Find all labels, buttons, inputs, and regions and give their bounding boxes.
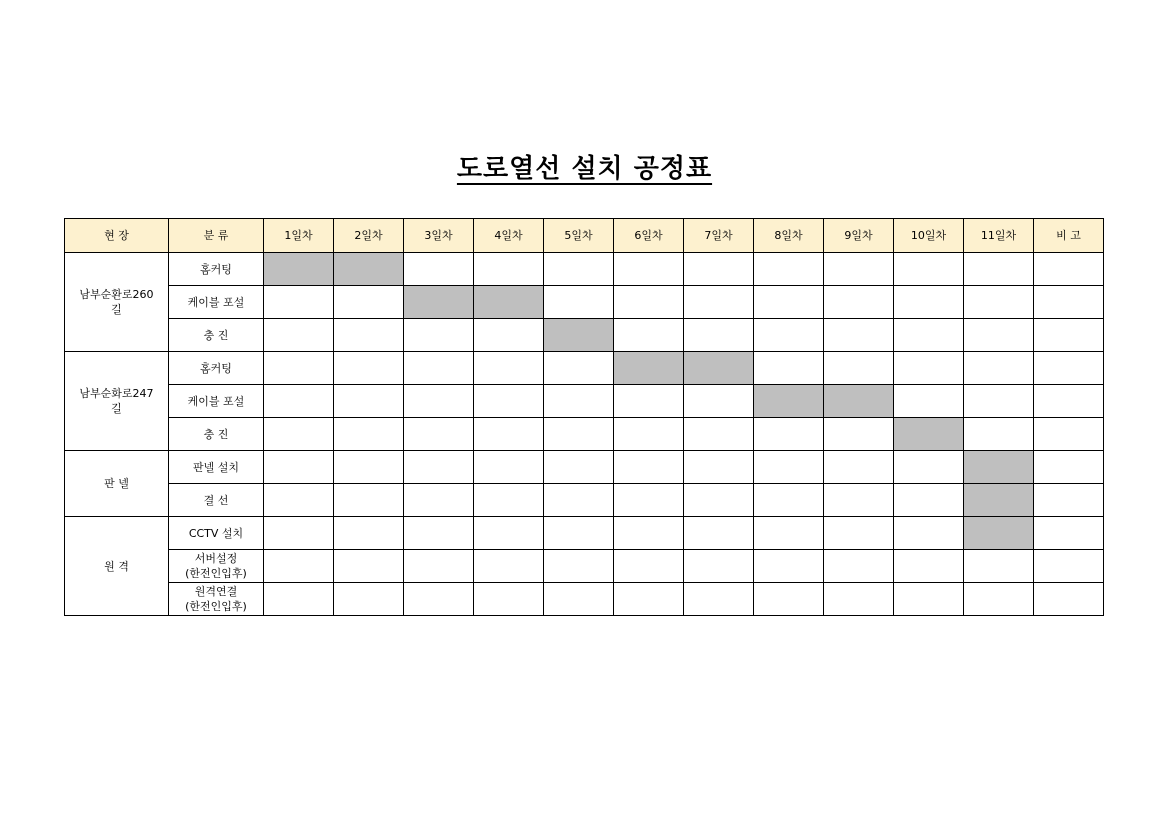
remark-cell	[1034, 418, 1104, 451]
category-cell	[169, 517, 264, 550]
header-remark: 비 고	[1034, 219, 1104, 253]
schedule-cell	[334, 418, 404, 451]
category-cell	[169, 583, 264, 616]
schedule-cell	[824, 517, 894, 550]
schedule-body	[65, 253, 1104, 616]
schedule-cell	[544, 550, 614, 583]
schedule-cell	[614, 418, 684, 451]
schedule-cell	[824, 253, 894, 286]
page-title	[0, 148, 1169, 185]
category-cell	[169, 253, 264, 286]
schedule-cell	[824, 352, 894, 385]
table-row	[65, 385, 1104, 418]
schedule-cell	[264, 550, 334, 583]
table-row	[65, 517, 1104, 550]
header-day-9: 9일차	[824, 219, 894, 253]
schedule-cell	[544, 583, 614, 616]
schedule-cell-filled	[404, 286, 474, 319]
schedule-cell-filled	[964, 517, 1034, 550]
schedule-cell	[474, 484, 544, 517]
schedule-cell	[474, 418, 544, 451]
header-category: 분 류	[169, 219, 264, 253]
header-day-6: 6일차	[614, 219, 684, 253]
schedule-cell	[684, 583, 754, 616]
category-label: 서버설정	[194, 552, 238, 565]
category-label: 판넬 설치	[192, 460, 239, 474]
schedule-cell	[754, 451, 824, 484]
schedule-cell	[684, 451, 754, 484]
table-row	[65, 484, 1104, 517]
schedule-cell	[474, 517, 544, 550]
schedule-cell	[614, 385, 684, 418]
schedule-cell-filled	[894, 418, 964, 451]
schedule-cell	[334, 385, 404, 418]
schedule-cell	[754, 352, 824, 385]
table-row	[65, 286, 1104, 319]
schedule-cell	[964, 319, 1034, 352]
table-row	[65, 550, 1104, 583]
schedule-cell	[964, 418, 1034, 451]
schedule-cell	[684, 484, 754, 517]
site-name-line: 길	[111, 402, 122, 415]
schedule-cell-filled	[614, 352, 684, 385]
schedule-cell-filled	[964, 484, 1034, 517]
schedule-cell	[404, 352, 474, 385]
schedule-cell	[684, 253, 754, 286]
header-day-10: 10일차	[894, 219, 964, 253]
header-site: 현 장	[65, 219, 169, 253]
header-day-2: 2일차	[334, 219, 404, 253]
schedule-cell	[754, 253, 824, 286]
header-day-1: 1일차	[264, 219, 334, 253]
schedule-cell	[754, 319, 824, 352]
schedule-cell	[474, 385, 544, 418]
schedule-cell-filled	[824, 385, 894, 418]
schedule-cell	[894, 352, 964, 385]
schedule-cell	[264, 319, 334, 352]
header-day-5: 5일차	[544, 219, 614, 253]
schedule-cell	[684, 286, 754, 319]
schedule-cell	[894, 517, 964, 550]
schedule-cell	[334, 550, 404, 583]
schedule-cell	[824, 451, 894, 484]
remark-cell	[1034, 583, 1104, 616]
schedule-cell	[404, 484, 474, 517]
schedule-cell	[334, 583, 404, 616]
schedule-cell	[754, 583, 824, 616]
schedule-cell	[544, 517, 614, 550]
schedule-cell	[614, 583, 684, 616]
site-cell	[65, 352, 169, 451]
schedule-cell	[824, 319, 894, 352]
schedule-cell	[824, 484, 894, 517]
site-cell	[65, 253, 169, 352]
schedule-cell	[544, 253, 614, 286]
header-day-8: 8일차	[754, 219, 824, 253]
category-label: 결 선	[203, 493, 229, 507]
schedule-cell	[404, 517, 474, 550]
schedule-cell	[264, 583, 334, 616]
page-title-text: 도로열선 설치 공정표	[456, 154, 713, 184]
category-cell	[169, 385, 264, 418]
category-label: 충 진	[203, 328, 229, 342]
schedule-cell	[894, 583, 964, 616]
schedule-cell	[474, 253, 544, 286]
schedule-cell	[824, 583, 894, 616]
schedule-cell-filled	[544, 319, 614, 352]
schedule-cell	[684, 550, 754, 583]
category-label: 홈커팅	[200, 262, 232, 276]
schedule-cell	[684, 517, 754, 550]
schedule-cell	[614, 286, 684, 319]
category-cell	[169, 418, 264, 451]
schedule-cell	[544, 451, 614, 484]
schedule-cell	[334, 451, 404, 484]
schedule-cell-filled	[754, 385, 824, 418]
schedule-cell	[964, 352, 1034, 385]
schedule-cell	[824, 550, 894, 583]
schedule-cell	[474, 352, 544, 385]
category-cell	[169, 451, 264, 484]
schedule-cell	[404, 451, 474, 484]
schedule-cell	[894, 385, 964, 418]
schedule-cell	[334, 352, 404, 385]
category-cell	[169, 484, 264, 517]
schedule-cell	[754, 517, 824, 550]
site-cell	[65, 451, 169, 517]
schedule-cell	[264, 385, 334, 418]
schedule-cell	[474, 583, 544, 616]
category-cell	[169, 286, 264, 319]
schedule-cell	[684, 418, 754, 451]
schedule-cell	[894, 550, 964, 583]
site-name-line: 남부순화로247	[79, 387, 154, 400]
schedule-cell-filled	[264, 253, 334, 286]
remark-cell	[1034, 517, 1104, 550]
schedule-cell	[264, 451, 334, 484]
site-name-line: 판 넬	[104, 477, 129, 490]
schedule-cell-filled	[334, 253, 404, 286]
schedule-cell	[474, 550, 544, 583]
schedule-cell	[614, 451, 684, 484]
remark-cell	[1034, 286, 1104, 319]
category-label: (한전인입후)	[185, 567, 247, 580]
remark-cell	[1034, 451, 1104, 484]
remark-cell	[1034, 352, 1104, 385]
schedule-cell	[614, 484, 684, 517]
table-row	[65, 253, 1104, 286]
schedule-cell	[754, 286, 824, 319]
schedule-cell	[544, 484, 614, 517]
schedule-cell	[544, 286, 614, 319]
schedule-cell	[684, 319, 754, 352]
schedule-cell-filled	[684, 352, 754, 385]
site-name-line: 원 격	[104, 559, 129, 573]
header-day-4: 4일차	[474, 219, 544, 253]
schedule-cell	[964, 583, 1034, 616]
category-label: 케이블 포설	[187, 394, 245, 408]
schedule-cell	[614, 550, 684, 583]
schedule-cell	[544, 418, 614, 451]
schedule-cell	[894, 451, 964, 484]
schedule-cell	[404, 550, 474, 583]
schedule-cell	[334, 286, 404, 319]
schedule-cell	[684, 385, 754, 418]
schedule-cell	[404, 418, 474, 451]
category-label: 홈커팅	[200, 361, 232, 375]
schedule-cell	[894, 319, 964, 352]
remark-cell	[1034, 385, 1104, 418]
header-day-7: 7일차	[684, 219, 754, 253]
table-row	[65, 319, 1104, 352]
category-label: (한전인입후)	[185, 600, 247, 613]
schedule-cell	[824, 286, 894, 319]
schedule-cell	[544, 385, 614, 418]
remark-cell	[1034, 550, 1104, 583]
table-row	[65, 418, 1104, 451]
schedule-cell	[964, 385, 1034, 418]
schedule-table	[64, 218, 1104, 616]
schedule-cell	[264, 352, 334, 385]
category-label: 충 진	[203, 427, 229, 441]
schedule-cell	[754, 484, 824, 517]
category-label: CCTV 설치	[188, 526, 244, 540]
category-cell	[169, 550, 264, 583]
category-cell	[169, 352, 264, 385]
site-name-line: 남부순환로260	[79, 288, 154, 301]
header-day-3: 3일차	[404, 219, 474, 253]
site-cell	[65, 517, 169, 616]
schedule-cell	[264, 484, 334, 517]
schedule-cell	[264, 286, 334, 319]
schedule-cell-filled	[964, 451, 1034, 484]
schedule-cell	[334, 319, 404, 352]
schedule-cell	[614, 319, 684, 352]
schedule-cell-filled	[474, 286, 544, 319]
header-row	[65, 219, 1104, 253]
schedule-cell	[894, 253, 964, 286]
schedule-cell	[334, 484, 404, 517]
table-row	[65, 583, 1104, 616]
schedule-cell	[404, 583, 474, 616]
schedule-cell	[964, 550, 1034, 583]
category-label: 원격연결	[194, 585, 238, 598]
schedule-cell	[964, 253, 1034, 286]
remark-cell	[1034, 319, 1104, 352]
schedule-cell	[264, 517, 334, 550]
schedule-cell	[894, 286, 964, 319]
schedule-cell	[474, 319, 544, 352]
schedule-cell	[404, 253, 474, 286]
category-label: 케이블 포설	[187, 295, 245, 309]
schedule-cell	[894, 484, 964, 517]
schedule-cell	[544, 352, 614, 385]
schedule-cell	[964, 286, 1034, 319]
schedule-cell	[264, 418, 334, 451]
header-day-11: 11일차	[964, 219, 1034, 253]
schedule-cell	[754, 550, 824, 583]
schedule-cell	[824, 418, 894, 451]
remark-cell	[1034, 484, 1104, 517]
schedule-cell	[614, 253, 684, 286]
schedule-cell	[334, 517, 404, 550]
remark-cell	[1034, 253, 1104, 286]
category-cell	[169, 319, 264, 352]
table-row	[65, 451, 1104, 484]
site-name-line: 길	[111, 303, 122, 316]
schedule-cell	[474, 451, 544, 484]
schedule-cell	[614, 517, 684, 550]
schedule-cell	[404, 319, 474, 352]
schedule-cell	[754, 418, 824, 451]
table-row	[65, 352, 1104, 385]
schedule-cell	[404, 385, 474, 418]
